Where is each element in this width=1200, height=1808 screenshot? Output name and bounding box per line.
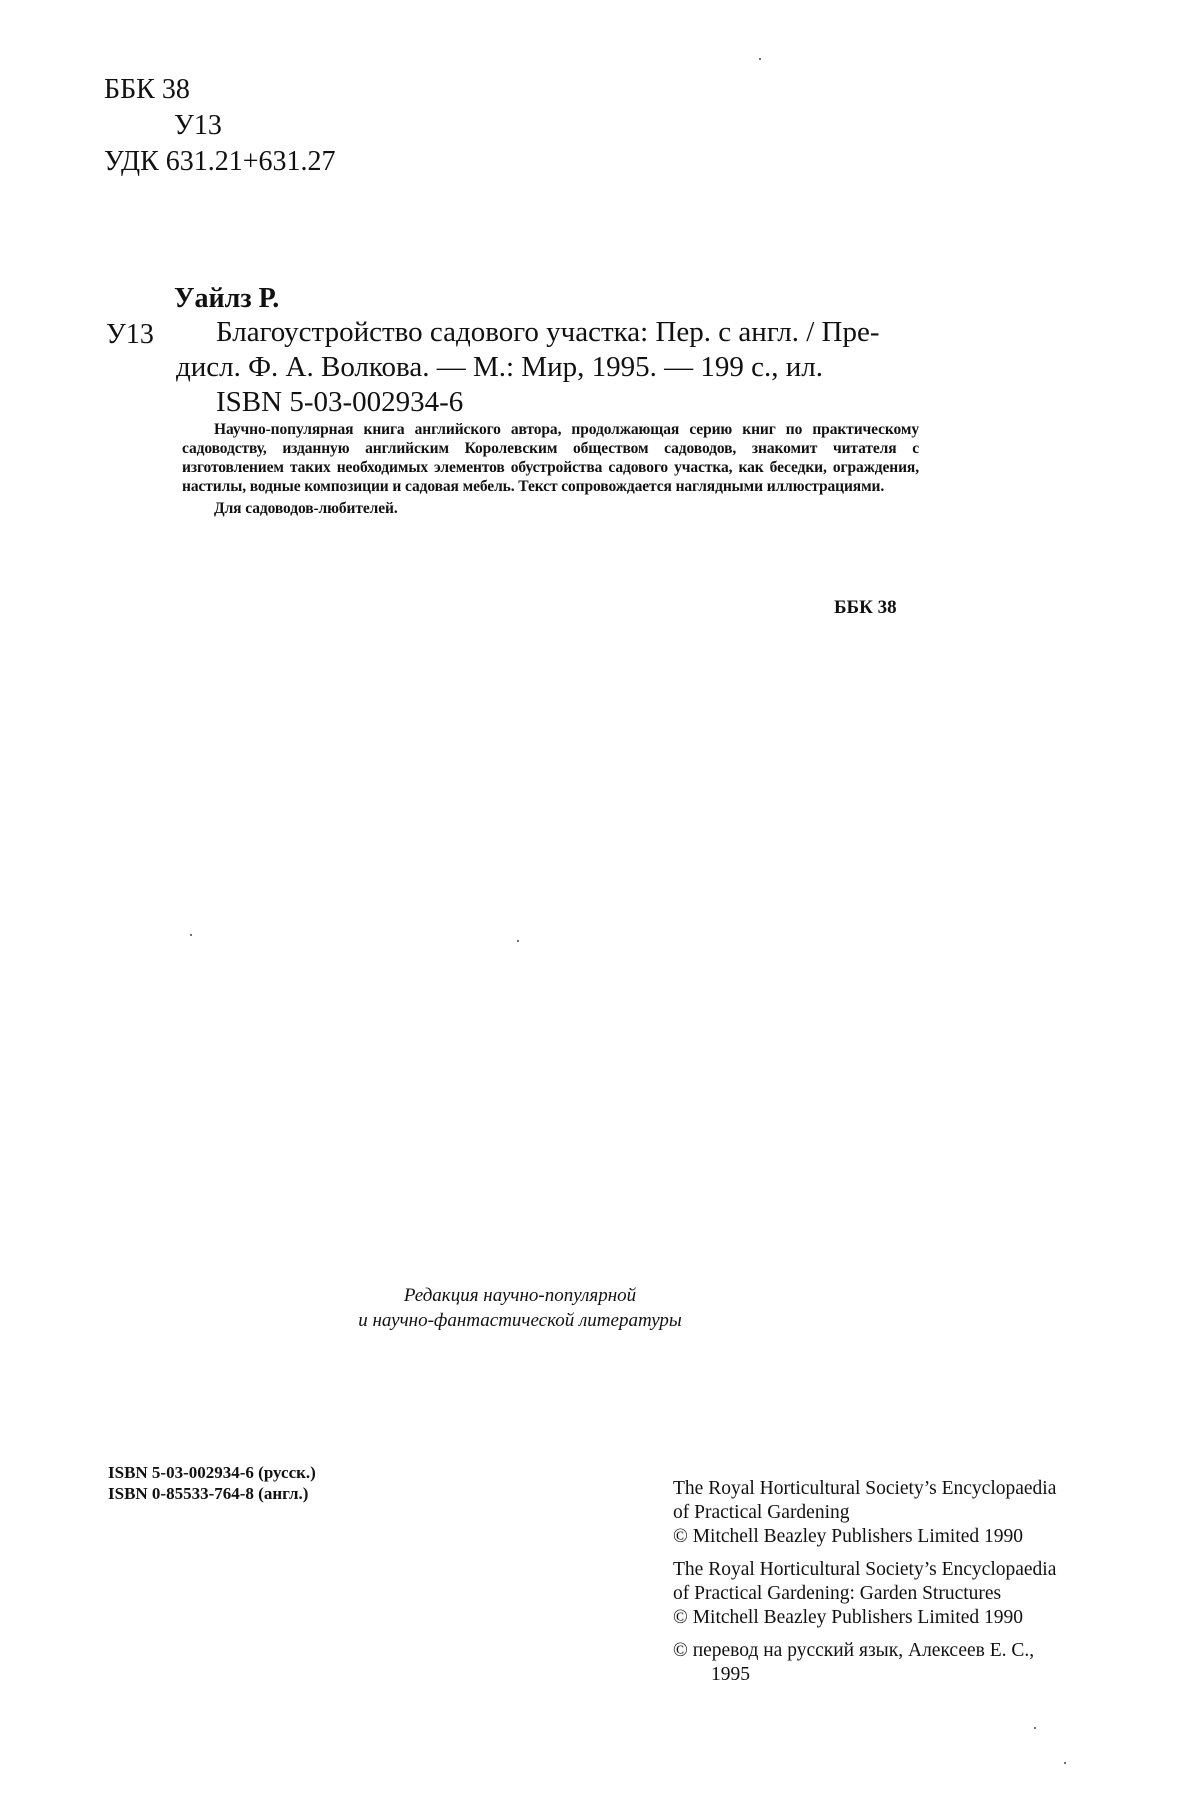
isbn-english: ISBN 0-85533-764-8 (англ.) xyxy=(108,1484,309,1503)
author-mark: У13 xyxy=(174,110,222,141)
original1-line2: of Practical Gardening xyxy=(673,1502,850,1523)
translation-copyright xyxy=(673,1639,1153,1687)
scan-speck xyxy=(1064,1762,1066,1764)
original1-line3: © Mitchell Beazley Publishers Limited 1990 xyxy=(673,1526,1024,1547)
scan-speck xyxy=(517,940,519,942)
entry-isbn: ISBN 5-03-002934-6 xyxy=(216,386,464,418)
translation-line1: © перевод на русский язык, Алексеев Е. С., xyxy=(673,1640,1035,1661)
author-name: Уайлз Р. xyxy=(174,283,280,314)
original2-line3: © Mitchell Beazley Publishers Limited 1990 xyxy=(673,1607,1024,1628)
bbk-footer: ББК 38 xyxy=(834,597,897,618)
original2-line2: of Practical Gardening: Garden Structures xyxy=(673,1583,1002,1604)
isbn-russian: ISBN 5-03-002934-6 (русск.) xyxy=(108,1463,316,1482)
original-edition-1 xyxy=(673,1477,1153,1549)
original-edition-2 xyxy=(673,1558,1153,1630)
bbk-code: ББК 38 xyxy=(104,74,190,105)
entry-title-line2: дисл. Ф. А. Волкова. — М.: Мир, 1995. — 199 с., ил. xyxy=(176,351,823,383)
original2-line1: The Royal Horticultural Society’s Encyclopaedia xyxy=(673,1559,1057,1580)
translation-line2: 1995 xyxy=(711,1664,750,1685)
editorial-line1: Редакция научно-популярной xyxy=(403,1285,637,1306)
annotation-text: Научно-популярная книга английского автора, продолжающая серию книг по практическому садоводству, изданную английским Королевским обществом садоводов, знакомит читателя с изготовлением таких необходимых элементов обустройства садового участка, как беседки, ограждения, настилы, водные композиции и садовая мебель. Текст сопровождается наглядными иллюстрациями. xyxy=(182,421,919,495)
annotation-audience: Для садоводов-любителей. xyxy=(214,500,398,517)
scan-speck xyxy=(190,934,192,936)
rights-block xyxy=(673,1477,1153,1696)
original1-line1: The Royal Horticultural Society’s Encyclopaedia xyxy=(673,1478,1057,1499)
editorial-office xyxy=(300,1283,740,1333)
scan-speck xyxy=(1034,1727,1036,1729)
udk-code: УДК 631.21+631.27 xyxy=(104,146,336,177)
scan-speck xyxy=(759,58,761,60)
isbn-list xyxy=(108,1462,316,1504)
editorial-line2: и научно-фантастической литературы xyxy=(358,1310,682,1331)
entry-code: У13 xyxy=(106,319,154,350)
entry-title-line1: Благоустройство садового участка: Пер. с англ. / Пре- xyxy=(216,316,880,348)
annotation xyxy=(182,420,919,518)
